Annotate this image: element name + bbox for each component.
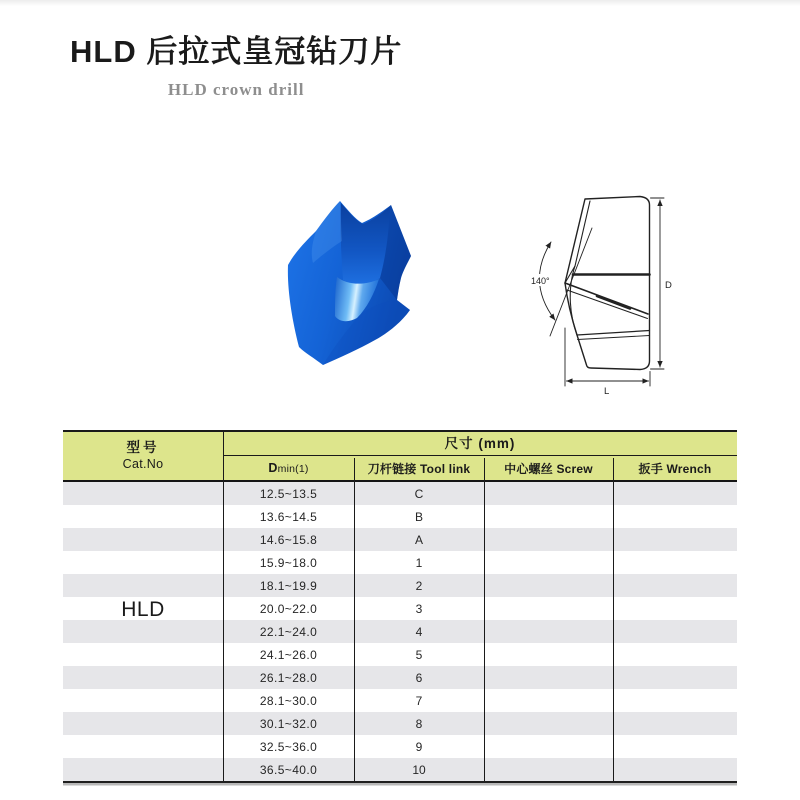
table-row (63, 505, 737, 528)
col-header-screw: 中心螺丝 Screw (504, 461, 593, 476)
column-divider (484, 458, 485, 782)
dmin-range: 22.1~24.0 (259, 624, 318, 639)
tool-link-code: 7 (415, 693, 423, 708)
col-group-size-label: 尺寸 (mm) (223, 432, 737, 456)
column-divider (354, 458, 355, 782)
tool-link-code: 3 (415, 601, 423, 616)
crown-drill-3d-render (283, 196, 418, 376)
table-row (63, 620, 737, 643)
dmin-range: 15.9~18.0 (259, 555, 318, 570)
tool-link-code: 2 (415, 578, 423, 593)
dmin-range: 30.1~32.0 (259, 716, 318, 731)
dmin-range: 20.0~22.0 (259, 601, 318, 616)
dmin-prefix: D (268, 461, 278, 475)
angle-label: 140° (531, 276, 550, 286)
tool-link-code: A (414, 532, 423, 547)
table-row (63, 551, 737, 574)
table-row (63, 528, 737, 551)
col-group-size (223, 432, 737, 480)
insert-body-outline (565, 197, 650, 370)
table-row (63, 735, 737, 758)
col-header-model-zh: 型号 (126, 439, 160, 455)
column-divider (613, 458, 614, 782)
spec-table (63, 430, 737, 783)
dmin-range: 18.1~19.9 (259, 578, 318, 593)
tool-link-code: C (414, 486, 424, 501)
dmin-suffix: min(1) (277, 463, 309, 475)
col-header-model (63, 432, 223, 480)
drill-insert-shape (288, 201, 411, 365)
table-row (63, 758, 737, 781)
length-label: L (604, 386, 610, 397)
table-row (63, 482, 737, 505)
model-value: HLD (121, 598, 165, 621)
dmin-range: 26.1~28.0 (259, 670, 318, 685)
dmin-range: 28.1~30.0 (259, 693, 318, 708)
page-title: HLD 后拉式皇冠钻刀片 (70, 34, 403, 69)
col-header-model-en: Cat.No (122, 456, 164, 471)
tool-link-code: 10 (412, 762, 426, 777)
tool-link-code: 5 (415, 647, 423, 662)
page-top-shadow (0, 0, 800, 6)
table-header (63, 432, 737, 482)
tool-link-code: 1 (415, 555, 423, 570)
table-body (63, 482, 737, 781)
dmin-range: 12.5~13.5 (259, 486, 318, 501)
dmin-range: 24.1~26.0 (259, 647, 318, 662)
table-row (63, 666, 737, 689)
diameter-dimension (651, 198, 665, 369)
dmin-range: 36.5~40.0 (259, 762, 318, 777)
table-row (63, 574, 737, 597)
dmin-range: 32.5~36.0 (259, 739, 318, 754)
table-row (63, 712, 737, 735)
table-row (63, 643, 737, 666)
diameter-label: D (665, 280, 672, 291)
tool-link-code: 8 (415, 716, 423, 731)
table-row (63, 689, 737, 712)
table-subheader (223, 456, 737, 480)
tool-link-code: 4 (415, 624, 423, 639)
dmin-range: 14.6~15.8 (259, 532, 318, 547)
tool-link-code: 6 (415, 670, 423, 685)
dmin-range: 13.6~14.5 (259, 509, 318, 524)
crown-drill-dimension-diagram (520, 178, 680, 403)
page-header (70, 26, 402, 100)
tool-link-code: 9 (415, 739, 423, 754)
col-header-wrench: 扳手 Wrench (638, 461, 712, 476)
col-header-dmin (223, 461, 354, 475)
page-subtitle: HLD crown drill (167, 80, 305, 99)
tool-link-code: B (414, 509, 423, 524)
col-header-toollink: 刀杆链接 Tool link (367, 461, 471, 476)
